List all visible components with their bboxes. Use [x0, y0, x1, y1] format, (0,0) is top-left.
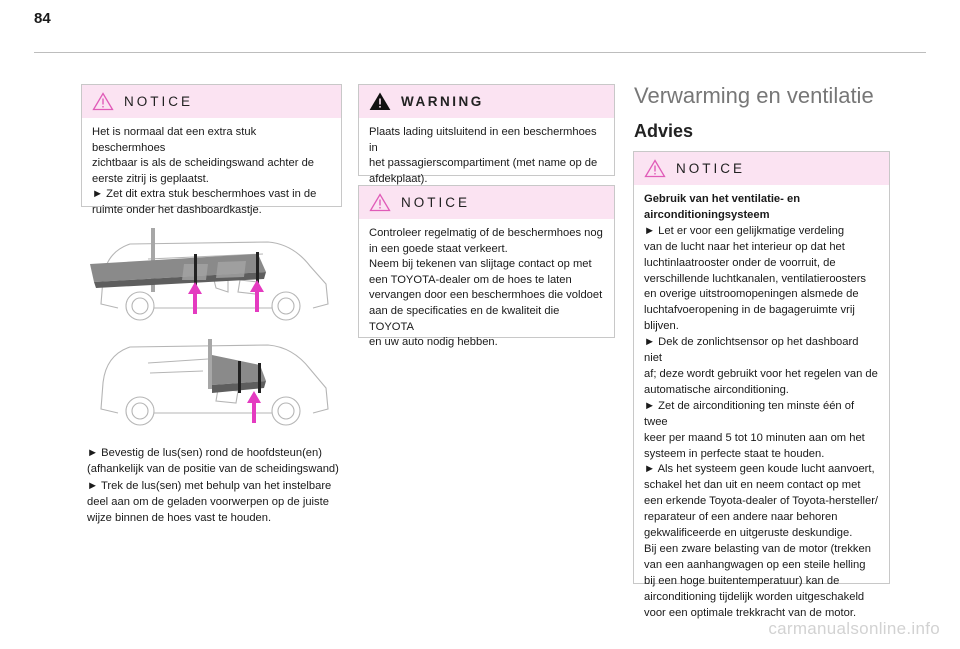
notice-line: een TOYOTA-dealer om de hoes te laten [369, 273, 572, 286]
notice-line: blijven. [644, 320, 679, 333]
notice-line: van de lucht naar het interieur op dat het [644, 240, 845, 253]
warning-line: het passagierscompartiment (met name op de [369, 157, 598, 170]
left-notice-box [81, 84, 342, 216]
notice-line: ► Zet dit extra stuk beschermhoes vast in de [92, 188, 317, 201]
notice-line: airconditioning tijdelijk worden uitgeschakeld [644, 590, 865, 603]
page-number: 84 [34, 10, 51, 27]
notice-triangle-icon [92, 92, 114, 111]
section-title: Verwarming en ventilatie [634, 83, 874, 108]
section-subtitle: Advies [634, 121, 694, 141]
warning-box [358, 84, 615, 185]
notice-line: een erkende Toyota-dealer of Toyota-hersteller/ [644, 495, 879, 508]
notice-line: schakel het dan uit en neem contact op met [644, 479, 861, 492]
notice-line: zichtbaar is als de scheidingswand achter de [92, 157, 315, 170]
notice-body [634, 185, 889, 629]
notice-line: ► Dek de zonlichtsensor op het dashboard niet [644, 336, 859, 365]
pull-arrow-icon [188, 280, 264, 314]
right-notice-box [633, 151, 890, 619]
notice-line: verschillende luchtkanalen, ventilatieroosters [644, 272, 867, 285]
notice-line: en overige uitstroomopeningen alsmede de [644, 288, 859, 301]
notice-triangle-icon [644, 159, 666, 178]
notice-heading-line: airconditioningsysteem [644, 208, 770, 221]
notice-line: reparateur of een andere naar behoren [644, 511, 838, 524]
notice-line: Controleer regelmatig of de beschermhoes nog [369, 227, 603, 239]
caption-line: (afhankelijk van de positie van de scheidingswand) [87, 463, 339, 476]
notice-body [359, 219, 614, 359]
warning-line: afdekplaat). [369, 172, 428, 185]
caption-line: wijze binnen de hoes vast te houden. [87, 512, 272, 525]
notice-line: keer per maand 5 tot 10 minuten aan om het [644, 431, 865, 444]
warning-header [359, 85, 614, 118]
watermark: carmanualsonline.info [768, 619, 940, 638]
top-divider [34, 52, 926, 53]
notice-line: Neem bij tekenen van slijtage contact op met [369, 258, 592, 271]
notice-line: aan de specificaties en de kwaliteit die TOYOTA [369, 304, 560, 333]
notice-line: Bij een zware belasting van de motor (trekken [644, 542, 871, 555]
caption-line: ► Bevestig de lus(sen) rond de hoofdsteun(en) [87, 447, 322, 459]
caption-line: ► Trek de lus(sen) met behulp van het instelbare [87, 479, 332, 492]
notice-triangle-icon [369, 193, 391, 212]
pull-arrow-icon [247, 391, 261, 423]
warning-triangle-icon [369, 92, 391, 111]
middle-notice-box [358, 185, 615, 349]
notice-line: voor een optimale trekkracht van de motor. [644, 606, 857, 619]
cargo-cover-illustration-bottom [88, 333, 338, 433]
notice-line: ► Let er voor een gelijkmatige verdeling [644, 224, 845, 237]
notice-line: luchtinlaatrooster onder de voorruit, de [644, 256, 836, 269]
notice-header [634, 152, 889, 185]
notice-line: Het is normaal dat een extra stuk beschermhoes [92, 126, 257, 154]
notice-header [82, 85, 341, 118]
notice-line: en uw auto nodig hebben. [369, 336, 498, 349]
warning-line: Plaats lading uitsluitend in een beschermhoes in [369, 126, 597, 154]
notice-heading-line: Gebruik van het ventilatie- en [644, 193, 801, 205]
notice-line: af; deze wordt gebruikt voor het regelen van de [644, 367, 878, 380]
notice-title: NOTICE [401, 195, 471, 210]
notice-line: ruimte onder het dashboardkastje. [92, 203, 262, 216]
notice-body [82, 118, 341, 227]
cargo-cover-illustration-top [88, 224, 338, 324]
notice-line: eerste zitrij is geplaatst. [92, 172, 209, 185]
notice-line: ► Als het systeem geen koude lucht aanvoert, [644, 463, 875, 476]
notice-line: gekwalificeerde en uitgeruste deskundige. [644, 527, 853, 540]
notice-title: NOTICE [676, 161, 746, 176]
notice-title: NOTICE [124, 94, 194, 109]
warning-title: WARNING [401, 94, 484, 109]
warning-body [359, 118, 614, 195]
notice-line: van een aanhangwagen op een steile helling [644, 558, 866, 571]
notice-line: bij een hoge buitentemperatuur) kan de [644, 574, 840, 587]
notice-header [359, 186, 614, 219]
notice-line: in een goede staat verkeert. [369, 242, 508, 255]
caption-line: deel aan om de geladen voorwerpen op de juiste [87, 495, 329, 508]
notice-line: luchtafvoeropening in de bagageruimte vrij [644, 304, 855, 317]
notice-line: systeem in perfecte staat te houden. [644, 447, 825, 460]
notice-line: ► Zet de airconditioning ten minste één of twee [644, 399, 855, 428]
illustration-caption [87, 445, 352, 526]
notice-line: vervangen door een beschermhoes die voldoet [369, 289, 603, 302]
notice-line: automatische airconditioning. [644, 383, 789, 396]
